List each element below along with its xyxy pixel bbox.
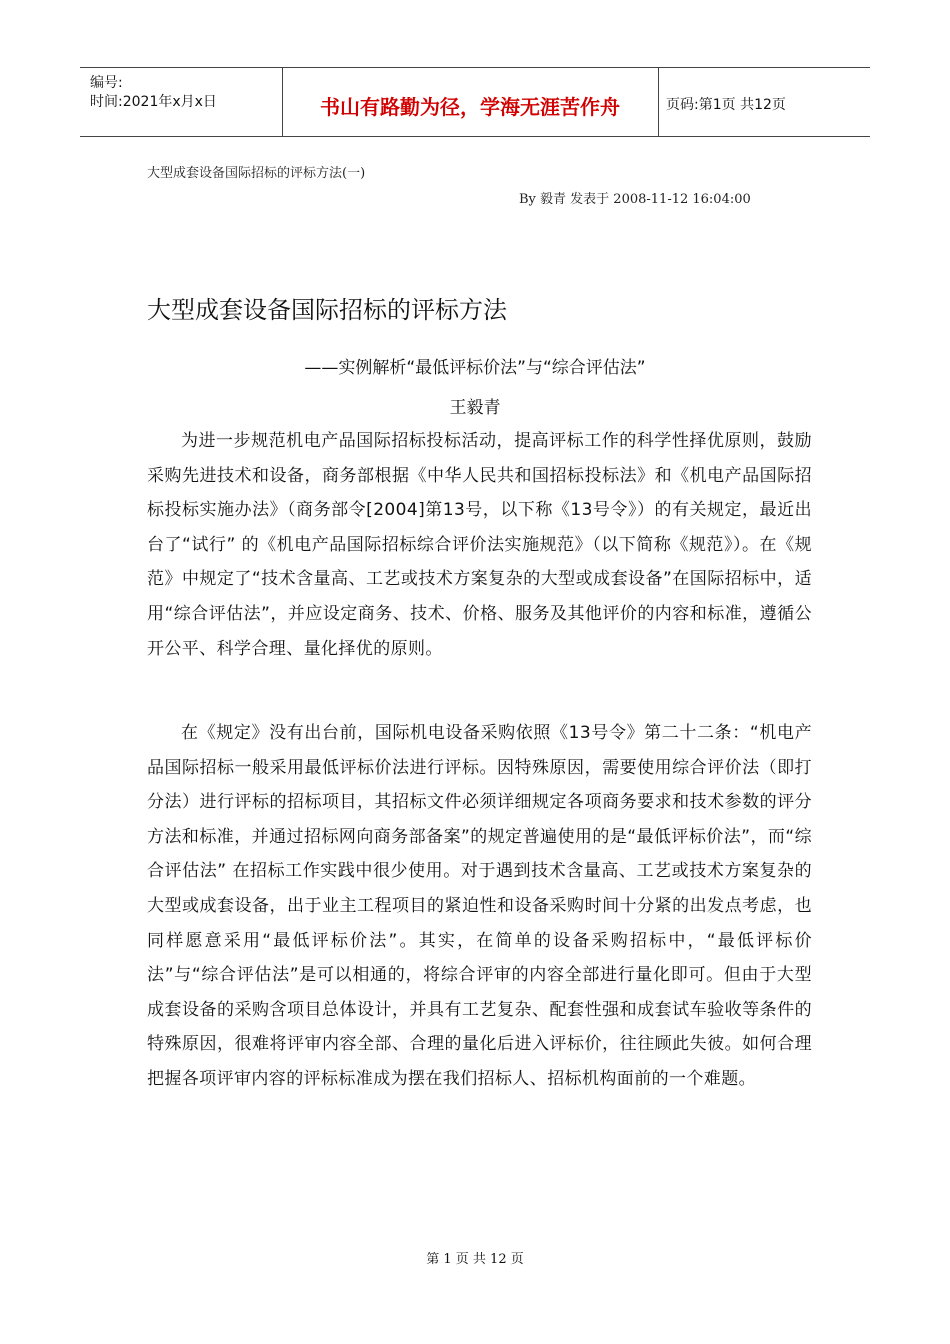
- document-author: 王毅青: [449, 398, 501, 418]
- motto-text: 书山有路勤为径，学海无涯苦作舟: [320, 95, 620, 119]
- document-title: 大型成套设备国际招标的评标方法: [147, 296, 507, 324]
- header-page-label: 页码:第1页 共12页: [666, 97, 786, 113]
- document-date-label: 时间:2021年x月x日: [90, 94, 217, 110]
- document-number-label: 编号:: [90, 75, 123, 91]
- source-title: 大型成套设备国际招标的评标方法(一): [147, 166, 366, 181]
- byline: By 毅青 发表于 2008-11-12 16:04:00: [519, 192, 751, 207]
- header-motto-cell: [282, 68, 659, 136]
- paragraph-text: 为进一步规范机电产品国际招标投标活动，提高评标工作的科学性择优原则，鼓励采购先进技术和设备，商务部根据《中华人民共和国招标投标法》和《机电产品国际招标投标实施办法》（商务部令[2004]第13号，以下称《13号令》）的有关规定，最近出台了“试行” 的《机电产品国际招标综合评价法实施规范》（以下简称《规范》）。在《规范》中规定了“技术含量高、工艺或技术方案复杂的大型或成套设备”在国际招标中，适用“综合评估法”，并应设定商务、技术、价格、服务及其他评价的内容和标准，遵循公开公平、科学合理、量化择优的原则。: [147, 431, 812, 659]
- footer-page-number: 第 1 页 共 12 页: [426, 1252, 524, 1267]
- document-subtitle: ——实例解析“最低评标价法”与“综合评估法”: [304, 358, 646, 378]
- header-table: [80, 67, 870, 137]
- body-paragraph-2: [147, 716, 812, 1097]
- body-paragraph-1: [147, 424, 812, 666]
- header-meta-cell: [80, 68, 283, 136]
- header-page-cell: [658, 68, 870, 136]
- paragraph-text: 在《规定》没有出台前，国际机电设备采购依照《13号令》第二十二条：“机电产品国际招标一般采用最低评标价法进行评标。因特殊原因，需要使用综合评价法（即打分法）进行评标的招标项目，其招标文件必须详细规定各项商务要求和技术参数的评分方法和标准，并通过招标网向商务部备案”的规定普遍使用的是“最低评标价法”，而“综合评估法” 在招标工作实践中很少使用。对于遇到技术含量高、工艺或技术方案复杂的大型或成套设备，出于业主工程项目的紧迫性和设备采购时间十分紧的出发点考虑，也同样愿意采用“最低评标价法”。其实，在简单的设备采购招标中，“最低评标价法”与“综合评估法”是可以相通的，将综合评审的内容全部进行量化即可。但由于大型成套设备的采购含项目总体设计，并具有工艺复杂、配套性强和成套试车验收等条件的特殊原因，很难将评审内容全部、合理的量化后进入评标价，往往顾此失彼。如何合理把握各项评审内容的评标标准成为摆在我们招标人、招标机构面前的一个难题。: [147, 723, 812, 1089]
